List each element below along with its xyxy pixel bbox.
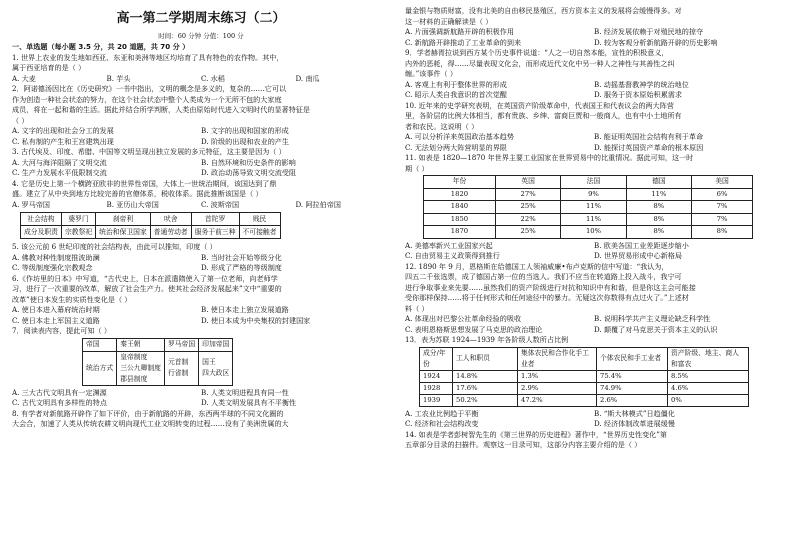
question-6-text: 6.《作坊里的日本》中写道，“古代史上，日本在派遣隋使入了第一位老师，向老师学	[12, 273, 278, 283]
question-13-text: 13．表为苏联 1924—1939 年各阶级人数所占比例	[405, 335, 569, 344]
question-12-text: 料（ ）	[405, 303, 429, 313]
question-11-text: 11. 如表是 1820—1870 年世界主要工业国家在世界贸易中的比重情况。据此可知，这一时	[405, 153, 694, 162]
table-cell: 成分及职责	[21, 226, 62, 239]
option[interactable]: A. 文字的出现和社会分工的发展	[12, 126, 114, 135]
right-column	[405, 6, 783, 451]
trade-share-table	[423, 175, 753, 239]
table-row	[424, 213, 753, 226]
table-cell: 首陀罗	[191, 213, 239, 226]
option[interactable]: D. 阶级的出现和农业的产生	[201, 136, 289, 146]
table-cell: 统治方式	[83, 351, 117, 385]
table-cell: 11%	[561, 201, 626, 214]
table-cell: 宗教祭祀	[61, 226, 95, 239]
cell-line: 郡县制度	[120, 374, 148, 383]
table-cell	[117, 351, 165, 385]
question-4-text: 4. 它是历史上第一个横跨亚欧非的世界性帝国，大体上一世统治期间，该国达到了鼎	[12, 178, 277, 188]
question-8-text: 8. 有学者对新航路开辟作了如下评价，由于新航路的开辟，东西两半球的不同文化圈的	[12, 408, 284, 418]
table-cell: 服务于前三种	[191, 226, 239, 239]
question-4-options	[12, 200, 390, 211]
option[interactable]: A. 佛教对种性制度推波助澜	[12, 252, 100, 262]
option[interactable]: D. 能探讨英国资产革命的根本原因	[594, 142, 704, 152]
option[interactable]: A. 体现出对巴黎公社革命经验的吸收	[405, 314, 522, 323]
option[interactable]: D. 使日本成为中央集权的封建国家	[201, 315, 311, 325]
option[interactable]: C. 波斯帝国	[201, 199, 240, 209]
question-9-text: 缠。”该事件（ ）	[405, 69, 457, 78]
option[interactable]: B. 经济发展依赖于对殖民地的掠夺	[594, 27, 704, 36]
option[interactable]: D. 政治动荡导致文明交流受阻	[201, 168, 297, 177]
table-row	[424, 176, 753, 189]
option[interactable]: C. 无法划分两大阵营明显的界限	[405, 142, 507, 152]
table-row	[420, 347, 749, 370]
table-row	[424, 226, 753, 239]
cell-line: 四大政区	[202, 369, 230, 377]
table-cell: 帝国	[83, 338, 117, 351]
option[interactable]: B. “斯大林模式”日趋僵化	[594, 408, 675, 418]
table-cell: 11%	[626, 188, 691, 201]
table-cell: 8%	[626, 226, 691, 239]
table-cell: 1850	[424, 213, 496, 226]
option[interactable]: D. 服务于资本原始积累需求	[594, 90, 682, 99]
table-cell: 8%	[692, 226, 753, 239]
table-cell: 22%	[495, 213, 560, 226]
left-column	[12, 6, 390, 430]
question-12-text: 进行争取事业来先要……虽然我们的资产阶级进行对抗和知识中有和谐，但是你这主会可能接	[405, 282, 696, 292]
question-14-text: 五章部分目录的扫描件。观察这一目录可知，这部分内容主要介绍的是（ ）	[405, 440, 642, 449]
option[interactable]: A. 美德率新兴工业国家兴起	[405, 240, 493, 250]
option[interactable]: B. 自然环境和历史条件的影响	[201, 157, 296, 167]
question-11-options	[405, 241, 783, 252]
option[interactable]: D. 阿拉伯帝国	[295, 199, 341, 209]
question-8-text: 这一材料的正确解读是（ ）	[405, 16, 493, 26]
option[interactable]: B. 说明科学共产主义理论缺乏科学性	[594, 314, 711, 323]
question-2-text: 作为创造一种社会状态的努力，在这个社会状态中整个人类成为一个无所不包的大家庭	[12, 94, 282, 104]
table-cell: 婆罗门	[61, 213, 95, 226]
option[interactable]: A. 大麦	[12, 73, 36, 83]
option[interactable]: B. 人类文明进程具有同一性	[201, 387, 289, 397]
option[interactable]: B. 亚历山大帝国	[106, 199, 159, 209]
question-12-options	[405, 314, 783, 325]
caste-table	[20, 212, 281, 239]
question-3-options	[12, 168, 390, 179]
option[interactable]: C. 表明恩格斯思想发展了马克思的政治理论	[405, 324, 543, 334]
table-row	[424, 201, 753, 214]
table-cell: 1928	[420, 382, 453, 394]
table-cell: 75.4%	[597, 370, 668, 382]
option[interactable]: B. 欧美各国工业差距逐步缩小	[594, 240, 689, 250]
ussr-class-table	[419, 347, 749, 407]
question-1-options	[12, 74, 390, 85]
table-cell: 年份	[424, 176, 496, 189]
table-cell: 不可接触者	[239, 226, 280, 239]
page-title: 高一第二学期周末练习（二）	[116, 11, 286, 26]
question-2-options	[12, 137, 390, 148]
table-cell: 0%	[668, 394, 749, 406]
table-cell	[199, 351, 233, 385]
option[interactable]: A. 工农业比例趋于平衡	[405, 408, 479, 418]
table-row	[83, 338, 233, 351]
table-cell: 25%	[495, 201, 560, 214]
question-14-text: 14. 如表是学者彭树智先生的《第三世界的历史进程》著作中，“世界历史性变化”第	[405, 429, 667, 439]
table-cell: 刹帝利	[96, 213, 151, 226]
question-5-options	[12, 253, 390, 264]
table-cell: 8%	[626, 201, 691, 214]
option[interactable]: C. 等级制度强化宗教观念	[12, 263, 93, 272]
option[interactable]: B. 芋头	[106, 73, 131, 83]
section-heading: 一、单选题（每小题 3.5 分，共 20 道题，共 70 分 ）	[12, 42, 190, 51]
option[interactable]: A. 使日本进入幕府统治时期	[12, 305, 100, 314]
question-7-options	[12, 388, 390, 399]
table-cell: 统治和保卫国家	[96, 226, 151, 239]
table-row	[420, 382, 749, 394]
question-6-text: 习，进行了一次重要的改革，解放了社会生产力。使其社会经济发展起来”文中“重要的	[12, 284, 282, 293]
question-10-text: 里，各阶层的比例大体相当，都有贵族、乡绅、富商巨贾和一般商人，也有中小土地所有	[405, 111, 682, 120]
option[interactable]: C. 自由贸易主义政策得到推行	[405, 251, 500, 260]
table-row	[21, 213, 281, 226]
option[interactable]: A. 大河与海洋阻隔了文明交流	[12, 157, 107, 167]
cell-line: 三公九卿制度	[120, 363, 161, 372]
table-cell: 资产阶级、地主、商人和富农	[668, 347, 749, 370]
table-cell	[164, 351, 198, 385]
table-cell: 8.5%	[668, 370, 749, 382]
option[interactable]: D. 形成了严格的等级制度	[201, 263, 282, 272]
option[interactable]: D. 经济体制改革进展缓慢	[594, 419, 675, 428]
table-cell: 英国	[495, 176, 560, 189]
table-cell: 10%	[561, 226, 626, 239]
question-8-options	[405, 27, 783, 38]
option[interactable]: B. 文字的出现和国家的形成	[201, 126, 289, 135]
question-11-text: 期（ ）	[405, 163, 429, 173]
table-cell: 11%	[561, 213, 626, 226]
table-cell: 秦王朝	[117, 338, 165, 351]
question-6-options	[12, 316, 390, 327]
table-cell: 2.6%	[597, 394, 668, 406]
option[interactable]: C. 使日本走上军国主义道路	[12, 315, 100, 325]
table-cell: 1939	[420, 394, 453, 406]
cell-line: 行省制	[167, 369, 189, 377]
question-11-options	[405, 251, 783, 262]
table-cell: 法国	[561, 176, 626, 189]
question-1-text: 1. 世界上农业的发生地如西亚、东亚和美洲等地区均培育了具有特色的农作物。其中，	[12, 52, 284, 62]
question-6-text: 改革”使日本发生的实质性变化是（ ）	[12, 294, 132, 304]
option[interactable]: C. 新航路开辟推动了工业革命的到来	[405, 37, 522, 47]
option[interactable]: B. 当时社会开始等级分化	[201, 252, 282, 262]
table-row	[420, 394, 749, 406]
table-cell: 成分/年份	[420, 347, 453, 370]
option[interactable]: C. 昭示人类自我意识的首次觉醒	[405, 90, 507, 99]
table-cell: 14.8%	[453, 370, 518, 382]
option[interactable]: A. 三大古代文明具有一定渊源	[12, 387, 107, 397]
question-7-text: 7．阅读表内容，提此可知（ ）	[12, 326, 111, 335]
option[interactable]: C. 私有制的产生和王宫建筑出现	[12, 136, 114, 146]
table-cell: 17.6%	[453, 382, 518, 394]
table-cell: 1870	[424, 226, 496, 239]
option[interactable]: A. 罗马帝国	[12, 199, 51, 209]
table-row	[420, 370, 749, 382]
question-3-text: 3. 古代埃及、印度、希腊、中国等文明呈现出独立发展的多元特征，这主要是因为（ ）	[12, 147, 286, 156]
cell-line: 皇帝制度	[120, 352, 148, 361]
question-9-text: 内外的恶耗，得……尽量表现文化会，而形成近代文化中另一种人之神性与其善性之纠	[405, 58, 675, 68]
table-cell: 个体农民和手工业者	[597, 347, 668, 370]
cell-line: 国王	[202, 358, 216, 366]
question-1-text: 属于西亚培育的是（ ）	[12, 63, 86, 72]
table-cell: 6%	[692, 188, 753, 201]
table-cell: 集体农民和合作化手工业者	[518, 347, 597, 370]
question-12-text: 四五二千张选票，成了德国占第一位的当选人。我们不应当在转道路上投入战斗，我宁可	[405, 272, 682, 281]
table-row	[424, 188, 753, 201]
option[interactable]: D. 较为客观分析新航路开辟的历史影响	[594, 37, 718, 47]
table-cell: 1840	[424, 201, 496, 214]
option[interactable]: D. 人类文明发展具有不平衡性	[201, 398, 297, 407]
option[interactable]: D. 世界贸易形成中心新格局	[594, 251, 682, 260]
question-3-options	[12, 158, 390, 169]
table-cell: 8%	[626, 213, 691, 226]
question-2-text: 成员，将在一起和谐的生活。据此并结合所学判断，人类由原始时代进入文明时代的显著特征是	[12, 105, 310, 114]
table-cell: 25%	[495, 226, 560, 239]
table-cell: 1.3%	[518, 370, 597, 382]
table-cell: 74.9%	[597, 382, 668, 394]
table-cell: 1820	[424, 188, 496, 201]
table-cell: 7%	[692, 213, 753, 226]
question-12-options	[405, 325, 783, 336]
table-cell: 4.6%	[668, 382, 749, 394]
question-8-options	[405, 38, 783, 49]
table-cell: 印加帝国	[199, 338, 233, 351]
table-cell: 50.2%	[453, 394, 518, 406]
option[interactable]: B. 能证明英国社会结构有利于革命	[594, 132, 704, 141]
question-8-text: 大会合，加速了人类从传统农耕文明向现代工业文明转变的过程……设有了美洲贵属的大	[12, 419, 289, 428]
table-cell: 贱民	[239, 213, 280, 226]
option[interactable]: A. 客观上有利于整体世界的形成	[405, 79, 507, 89]
question-12-text: 12. 1890 年 9 月，恩格斯在给德国工人领袖威廉•布卢克斯的信中写道：“我认为，	[405, 261, 669, 271]
question-5-options	[12, 263, 390, 274]
question-7-options	[12, 398, 390, 409]
question-6-options	[12, 305, 390, 316]
table-cell: 2.9%	[518, 382, 597, 394]
option[interactable]: C. 水稻	[201, 73, 225, 83]
option[interactable]: B. 动摇基督教神学的统治地位	[594, 79, 689, 89]
table-cell: 7%	[692, 201, 753, 214]
question-9-options	[405, 80, 783, 91]
question-8-text: 量金银与物质财富，没有北美的自由移民垦殖区，西方资本主义的发展将会缓慢得多。对	[405, 6, 682, 15]
table-row	[21, 226, 281, 239]
option[interactable]: A. 可以分析洋来英国政治基本趋势	[405, 132, 514, 141]
question-13-options	[405, 409, 783, 420]
question-13-options	[405, 419, 783, 430]
question-2-text: （ ）	[12, 115, 29, 125]
empires-table	[82, 338, 233, 386]
table-cell: 9%	[561, 188, 626, 201]
question-12-text: 受你那样保持……将于任何形式和任何途径中的暴力。无疑这次你数得有点过火了。”上述材	[405, 293, 689, 302]
option[interactable]: B. 使日本走上独立发展道路	[201, 305, 289, 314]
option[interactable]: D. 颠覆了对马克思关于资本主义的认识	[594, 324, 718, 334]
table-cell: 普通劳动者	[150, 226, 191, 239]
table-cell: 47.2%	[518, 394, 597, 406]
question-10-options	[405, 143, 783, 154]
table-cell: 美国	[692, 176, 753, 189]
exam-meta: 时间：60 分钟 分值：100 分	[158, 32, 244, 40]
question-2-text: 2．阿诺德汤因比在《历史研究》一书中指出，文明的概念是多义的，复杂的……它可以	[12, 84, 287, 93]
table-cell: 27%	[495, 188, 560, 201]
option[interactable]: C. 经济和社会结构改变	[405, 419, 479, 428]
question-9-options	[405, 90, 783, 101]
option[interactable]: C. 古代文明具有多样性的特点	[12, 398, 107, 407]
table-row	[83, 351, 233, 385]
option[interactable]: C. 生产力发展水平低限制交流	[12, 168, 107, 177]
table-cell: 吠舍	[150, 213, 191, 226]
cell-line: 元首制	[167, 358, 189, 366]
question-9-text: 9．学者赫胥拉说到西方某个历史事件说道：“人之一切自然本能，宣性的积极意义，	[405, 48, 669, 57]
question-10-text: 10. 近年来的史学研究表明，在英国资产阶级革命中，代表国王和代表议会的两大阵营	[405, 100, 674, 110]
option[interactable]: A. 片面强调新航路开辟的积极作用	[405, 27, 514, 36]
question-2-options	[12, 126, 390, 137]
question-5-text: 5. 该公元前 6 世纪印度的社会结构表，由此可以推知，印度（ ）	[12, 242, 217, 251]
table-cell: 德国	[626, 176, 691, 189]
table-cell: 1924	[420, 370, 453, 382]
table-cell: 社会结构	[21, 213, 62, 226]
option[interactable]: D. 南瓜	[295, 73, 320, 83]
question-10-text: 者和农民。这说明（ ）	[405, 121, 479, 131]
table-cell: 罗马帝国	[164, 338, 198, 351]
question-10-options	[405, 132, 783, 143]
question-4-text: 盛。建立了从中央到地方比较完善的官僚体系，税收体系。据此推断该国是（ ）	[12, 189, 263, 198]
table-cell: 工人和职员	[453, 347, 518, 370]
